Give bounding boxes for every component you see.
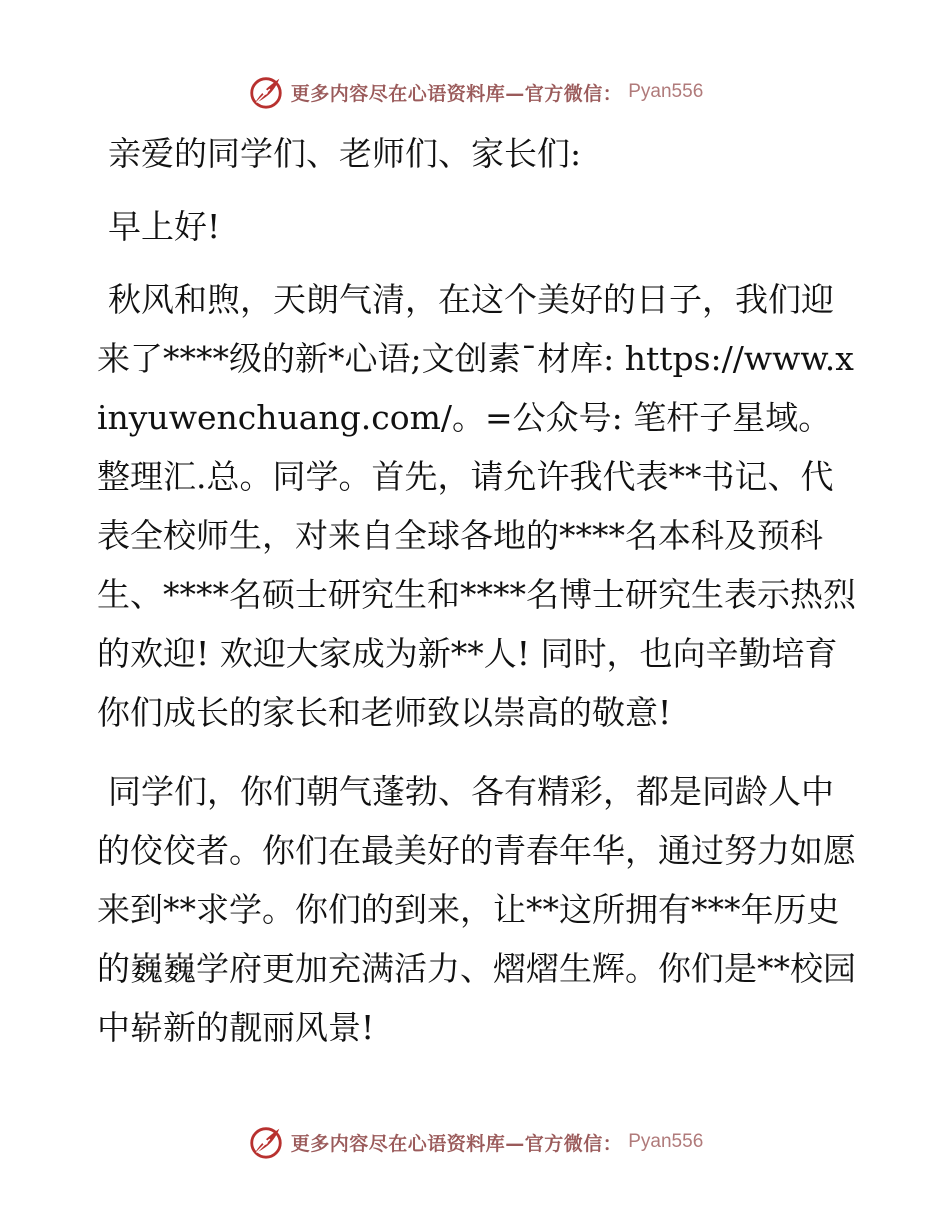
body-paragraph: 同学们，你们朝气蓬勃、各有精彩，都是同龄人中的佼佼者。你们在最美好的青春年华，通过努力如愿来到**求学。你们的到来，让**这所拥有***年历史的巍巍学府更加充满活力、熠熠生辉。你们是**校园中崭新的靓丽风景! bbox=[97, 772, 856, 1047]
banner-text: 更多内容尽在心语资料库—官方微信： bbox=[290, 82, 623, 105]
quill-pen-logo-icon bbox=[247, 1123, 285, 1161]
body-paragraph: 秋风和煦，天朗气清，在这个美好的日子，我们迎来了****级的新*心语;文创素¯材库: https://www.xinyuwenchuang.com/。=公众号: 笔杆子星域。整理汇.总。同学。首先，请允许我代表**书记、代表全校师生，对来自全球各地的****名本科及预科生、****名硕士研究生和****名博士研究生表示热烈的欢迎! 欢迎大家成为新**人! 同时，也向辛勤培育你们成长的家长和老师致以崇高的敬意! bbox=[97, 280, 856, 732]
header-banner bbox=[0, 70, 950, 114]
banner-text: 更多内容尽在心语资料库—官方微信： bbox=[290, 1132, 623, 1155]
wechat-handle: Pyan556 bbox=[628, 1131, 704, 1152]
quill-pen-logo-icon bbox=[247, 73, 285, 111]
document-body bbox=[97, 124, 857, 1057]
greeting: 早上好! bbox=[108, 207, 221, 246]
wechat-handle: Pyan556 bbox=[628, 81, 704, 102]
salutation: 亲爱的同学们、老师们、家长们: bbox=[108, 134, 582, 173]
footer-banner bbox=[0, 1120, 950, 1164]
